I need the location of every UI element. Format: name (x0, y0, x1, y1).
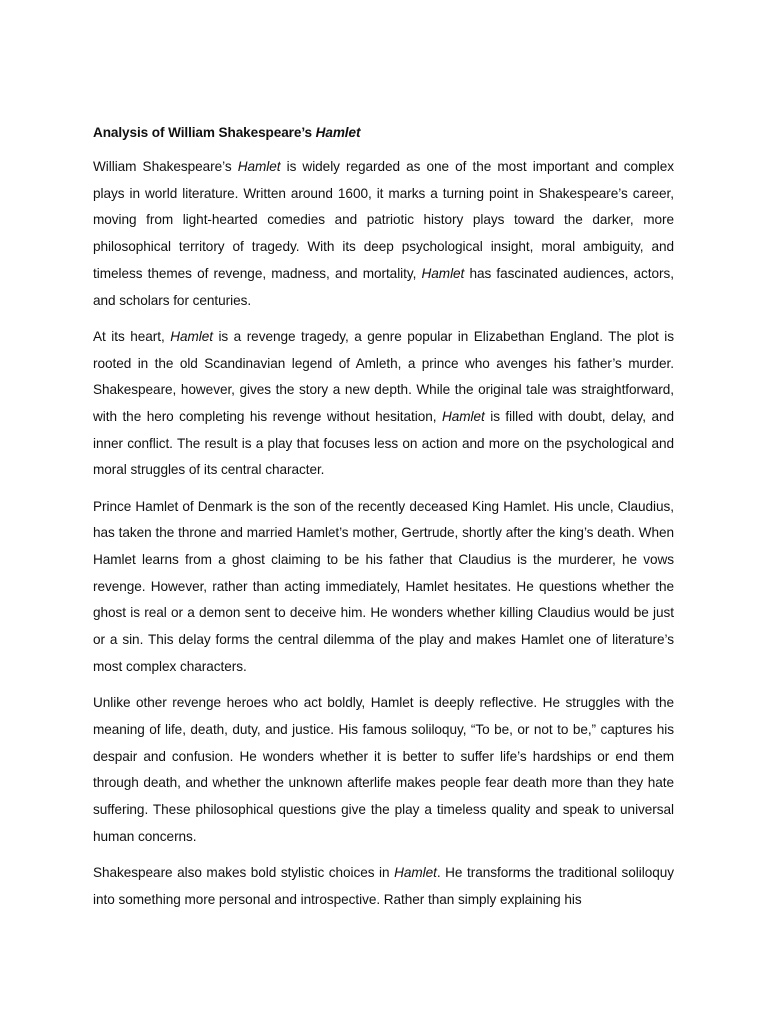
paragraph-text: Shakespeare also makes bold stylistic choices in (93, 864, 395, 880)
paragraph-italic: Hamlet (441, 408, 485, 424)
paragraph-text: is widely regarded as one of the most important and complex plays in world literature. Written around 1600, it marks a turning point in Shakespeare’s career, moving from light-hearted comedies and patriotic history plays toward the darker, more philosophical territory of tragedy. With its deep psychological insight, moral ambiguity, and timeless themes of revenge, madness, and mortality, (93, 159, 674, 281)
paragraph-italic: Hamlet (421, 265, 465, 281)
paragraph-1 (93, 154, 674, 314)
paragraph-4 (93, 690, 674, 850)
paragraph-text: is a revenge tragedy, a genre popular in Elizabethan England. The plot is rooted in the old Scandinavian legend of Amleth, a prince who avenges his father’s murder. Shakespeare, however, gives the story a new depth. While the original tale was straightforward, with the hero completing his revenge without hesitation, (93, 328, 674, 424)
paragraph-text: Prince Hamlet of Denmark is the son of the recently deceased King Hamlet. His uncle, Claudius, has taken the throne and married Hamlet’s mother, Gertrude, shortly after the king’s death. When Hamlet learns from a ghost claiming to be his father that Claudius is the murderer, he vows revenge. However, rather than acting immediately, Hamlet hesitates. He questions whether the ghost is real or a demon sent to deceive him. He wonders whether killing Claudius would be just or a sin. This delay forms the central dilemma of the play and makes Hamlet one of literature’s most complex characters. (93, 498, 674, 674)
paragraph-italic: Hamlet (237, 159, 281, 174)
paragraph-italic: Hamlet (170, 328, 213, 344)
paragraph-text: At its heart, (93, 328, 171, 344)
paragraph-text: is filled with doubt, delay, and inner conflict. The result is a play that focuses less on action and more on the psychological and moral struggles of its central character. (93, 408, 674, 478)
paragraph-2 (93, 324, 674, 484)
paragraph-text: has fascinated audiences, actors, and scholars for centuries. (93, 265, 674, 308)
paragraph-text: . He transforms the traditional soliloquy into something more personal and introspective. Rather than simply explaining his (93, 864, 674, 907)
paragraph-3 (93, 494, 674, 681)
document-title (93, 122, 674, 144)
paragraph-text: Unlike other revenge heroes who act boldly, Hamlet is deeply reflective. He struggles with the meaning of life, death, duty, and justice. His famous soliloquy, “To be, or not to be,” captures his despair and confusion. He wonders whether it is better to suffer life’s hardships or end them through death, and whether the unknown afterlife makes people fear death more than they hate suffering. These philosophical questions give the play a timeless quality and speak to universal human concerns. (93, 695, 674, 844)
document-body (93, 122, 674, 913)
paragraph-5 (93, 860, 674, 913)
title-italic-text: Hamlet (315, 125, 361, 140)
paragraph-italic: Hamlet (394, 864, 437, 880)
paragraph-text: William Shakespeare’s (93, 159, 238, 174)
title-text: Analysis of William Shakespeare’s (93, 125, 316, 140)
